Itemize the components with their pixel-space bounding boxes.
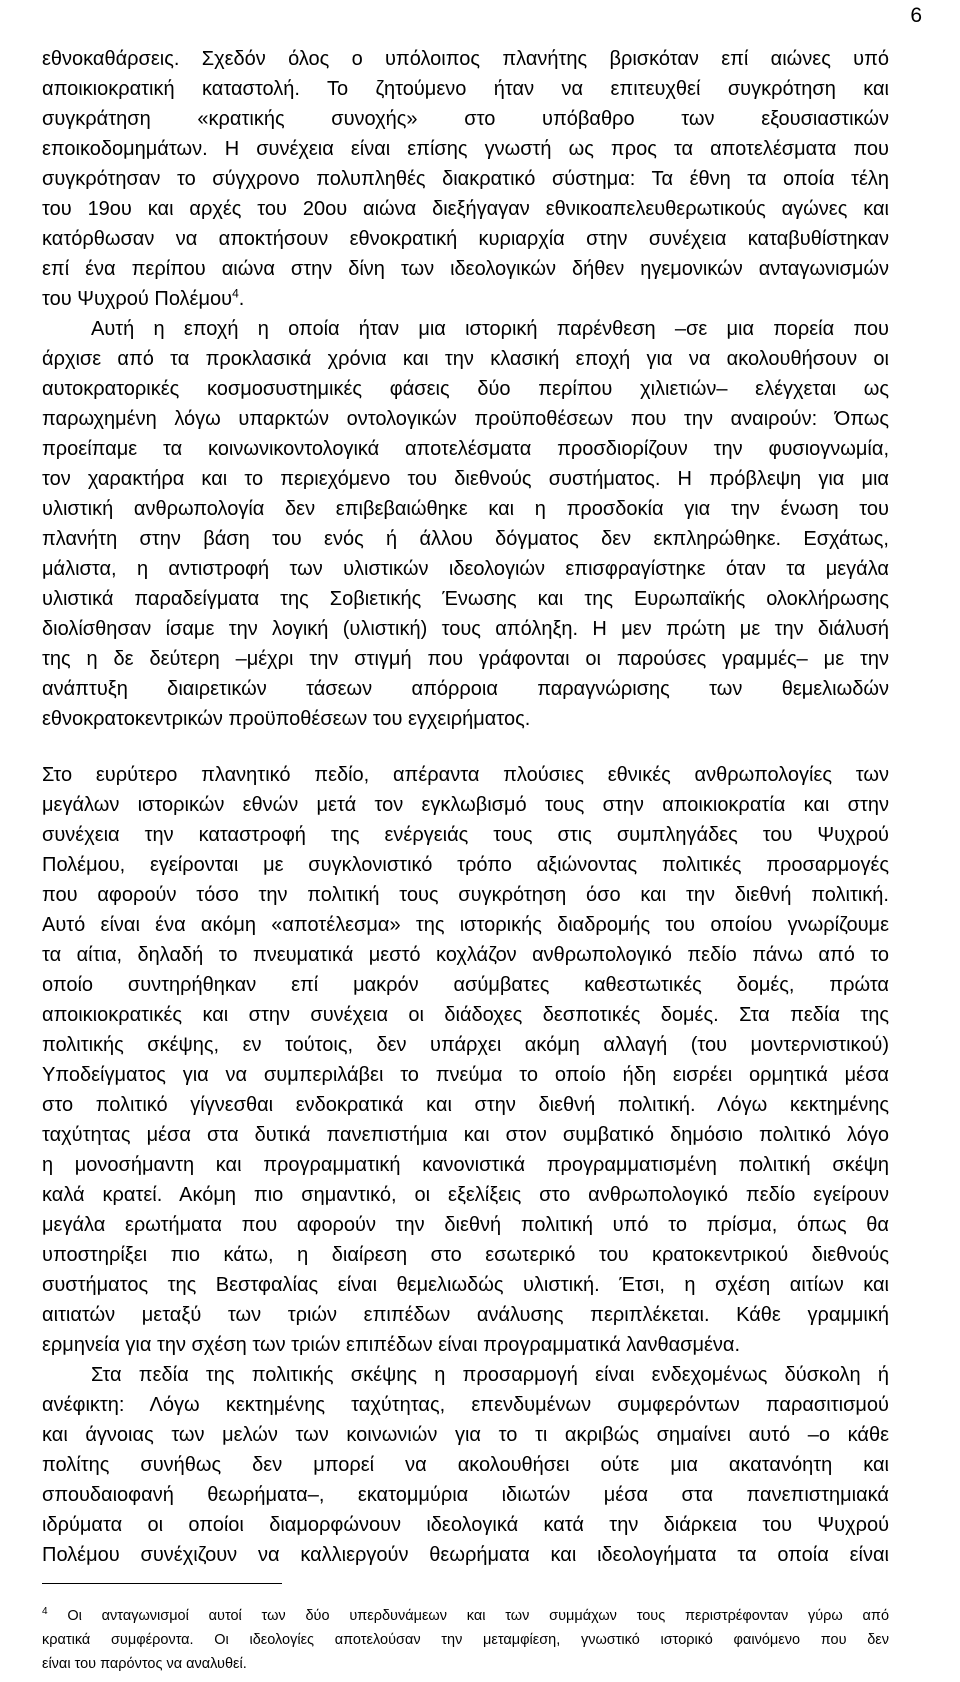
text-line: συνέχεια την καταστροφή της ενέργειάς τους στις συμπληγάδες του Ψυχρού [42, 824, 889, 846]
text-line: της η δε δεύτερη –μέχρι την στιγμή που γράφονται οι παρούσες γραμμές– με την [42, 648, 889, 670]
text-line: ταχύτητας μέσα στα δυτικά πανεπιστήμια και στον συμβατικό δημόσιο πολιτικό λόγο [42, 1124, 889, 1146]
text-segment: . [238, 288, 245, 310]
text-line: Στο ευρύτερο πλανητικό πεδίο, απέραντα πλούσιες εθνικές ανθρωπολογίες των [42, 764, 889, 786]
text-line: καλά κρατεί. Ακόμη πιο σημαντικό, οι εξελίξεις στο ανθρωπολογικό πεδίο εγείρουν [42, 1184, 889, 1206]
text-line: Υποδείγματος για να συμπεριλάβει το πνεύμα το οποίο ήδη εισρέει ορμητικά μέσα [42, 1064, 889, 1086]
footnote-line: είναι του παρόντος να αναλυθεί. [42, 1656, 247, 1672]
text-line: αποικιοκρατικές και στην συνέχεια οι διάδοχες δεσποτικές δομές. Στα πεδία της [42, 1004, 889, 1026]
text-line: εποικοδομημάτων. Η συνέχεια είναι επίσης γνωστή ως προς τα αποτελέσματα που [42, 138, 889, 160]
text-segment: του Ψυχρού Πολέμου [42, 288, 233, 310]
text-line: του 19ου και αρχές του 20ου αιώνα διεξήγαγαν εθνικοαπελευθερωτικούς αγώνες και [42, 198, 889, 220]
page-number: 6 [910, 4, 922, 27]
text-line: υλιστική ανθρωπολογία δεν επιβεβαιώθηκε και η προσδοκία για την ένωση του [42, 498, 889, 520]
text-line: Πολέμου συνέχιζουν να καλλιεργούν θεωρήματα και ιδεολογήματα τα οποία είναι [42, 1544, 889, 1566]
text-line: αυτοκρατορικές κοσμοσυστημικές φάσεις δύο περίπου χιλιετιών– ελέγχεται ως [42, 378, 889, 400]
text-line: Αυτή η εποχή η οποία ήταν μια ιστορική παρένθεση –σε μια πορεία που [91, 318, 889, 340]
text-line: άρχισε από τα προκλασικά χρόνια και την κλασική εποχή για να ακολουθήσουν οι [42, 348, 889, 370]
text-line: κατόρθωσαν να αποκτήσουν εθνοκρατική κυριαρχία στην συνέχεια καταβυθίστηκαν [42, 228, 889, 250]
text-line: εθνοκαθάρσεις. Σχεδόν όλος ο υπόλοιπος πλανήτης βρισκόταν επί αιώνες υπό [42, 48, 889, 70]
text-line: συγκρότησαν το σύγχρονο πολυπληθές διακρατικό σύστημα: Τα έθνη τα οποία τέλη [42, 168, 889, 190]
text-line: Στα πεδία της πολιτικής σκέψης η προσαρμογή είναι ενδεχομένως δύσκολη ή [91, 1364, 889, 1386]
footnote-separator [42, 1583, 282, 1584]
text-line: προείπαμε τα κοινωνικοντολογικά αποτελέσματα προσδιορίζουν την φυσιογνωμία, [42, 438, 889, 460]
text-line: τον χαρακτήρα και το περιεχόμενο του διεθνούς συστήματος. Η πρόβλεψη για μια [42, 468, 889, 490]
text-line: ερμηνεία για την σχέση των τριών επιπέδων είναι προγραμματικά λανθασμένα. [42, 1334, 741, 1356]
text-line: στο πολιτικό γίγνεσθαι ενδοκρατικά και στην διεθνή πολιτική. Λόγω κεκτημένης [42, 1094, 889, 1116]
text-line: μάλιστα, η αντιστροφή των υλιστικών ιδεολογιών επισφραγίστηκε όταν τα μεγάλα [42, 558, 889, 580]
text-line: παρωχημένη λόγω υπαρκτών οντολογικών προϋποθέσεων που την αναιρούν: Όπως [42, 408, 889, 430]
footnote-line: κρατικά συμφέροντα. Οι ιδεολογίες αποτελούσαν την μεταμφίεση, γνωστικό ιστορικό φαινόμενο που δεν [42, 1632, 889, 1648]
text-line: τα αίτια, δηλαδή το πνευματικά μεστό κοχλάζον ανθρωπολογικό πεδίο πάνω από το [42, 944, 889, 966]
footnote-text: Οι ανταγωνισμοί αυτοί των δύο υπερδυνάμεων και των συμμάχων τους περιστρέφονταν γύρω από [67, 1608, 890, 1624]
text-line: Πολέμου, εγείρονται με συγκλονιστικό τρόπο αξιώνοντας πολιτικές προσαρμογές [42, 854, 889, 876]
text-line: αιτιατών μεταξύ των τριών επιπέδων ανάλυσης περιπλέκεται. Κάθε γραμμική [42, 1304, 889, 1326]
text-line: μεγάλων ιστορικών εθνών μετά τον εγκλωβισμό τους στην αποικιοκρατία και στην [42, 794, 889, 816]
text-line: που αφορούν τόσο την πολιτική τους συγκρότηση όσο και την διεθνή πολιτική. [42, 884, 889, 906]
text-line: πολίτης συνήθως δεν μπορεί να ακολουθήσει ούτε μια ακατανόητη και [42, 1454, 889, 1476]
text-line: εθνοκρατοκεντρικών προϋποθέσεων του εγχειρήματος. [42, 708, 531, 730]
text-line: υλιστικά παραδείγματα της Σοβιετικής Ένωσης και της Ευρωπαϊκής ολοκλήρωσης [42, 588, 889, 610]
text-line: η μονοσήμαντη και προγραμματική κανονιστικά προγραμματισμένη πολιτική σκέψη [42, 1154, 889, 1176]
footnote-line [42, 1605, 889, 1627]
footnote-number: 4 [42, 1606, 48, 1618]
text-line: πολιτικής σκέψης, εν τούτοις, δεν υπάρχει ακόμη αλλαγή (του μοντερνιστικού) [42, 1034, 889, 1056]
footnote-reference[interactable]: 4 [232, 286, 239, 301]
text-line: υποστηρίξει πιο κάτω, η διαίρεση στο εσωτερικό του κρατοκεντρικού διεθνούς [42, 1244, 889, 1266]
text-line: ανέφικτη: Λόγω κεκτημένης ταχύτητας, επενδυμένων συμφερόντων παρασιτισμού [42, 1394, 889, 1416]
text-line: αποικιοκρατική καταστολή. Το ζητούμενο ήταν να επιτευχθεί συγκρότηση και [42, 78, 889, 100]
text-line: οποίο συντηρήθηκαν επί μακρόν ασύμβατες καθεστωτικές δομές, πρώτα [42, 974, 889, 996]
text-line: ανάπτυξη διαιρετικών τάσεων απόρροια παραγνώρισης των θεμελιωδών [42, 678, 889, 700]
text-line: Αυτό είναι ένα ακόμη «αποτέλεσμα» της ιστορικής διαδρομής του οποίου γνωρίζουμε [42, 914, 889, 936]
text-line: ιδρύματα οι οποίοι διαμορφώνουν ιδεολογικά κατά την διάρκεια του Ψυχρού [42, 1514, 889, 1536]
text-line: συγκράτηση «κρατικής συνοχής» στο υπόβαθρο των εξουσιαστικών [42, 108, 889, 130]
text-line: επί ένα περίπου αιώνα στην δίνη των ιδεολογικών δήθεν ηγεμονικών ανταγωνισμών [42, 258, 889, 280]
text-line: και άγνοιας των μελών των κοινωνιών για το τι ακριβώς σημαίνει αυτό –ο κάθε [42, 1424, 889, 1446]
text-line: διολίσθησαν ίσαμε την λογική (υλιστική) τους απόληξη. Η μεν πρώτη με την διάλυσή [42, 618, 889, 640]
text-line: μεγάλα ερωτήματα που αφορούν την διεθνή πολιτική υπό το πρίσμα, όπως θα [42, 1214, 889, 1236]
text-line: πλανήτη στην βάση του ενός ή άλλου δόγματος δεν εκπληρώθηκε. Εσχάτως, [42, 528, 889, 550]
text-line: σπουδαιοφανή θεωρήματα–, εκατομμύρια ιδιωτών μέσα στα πανεπιστημιακά [42, 1484, 889, 1506]
text-line [42, 284, 889, 314]
text-line: συστήματος της Βεστφαλίας είναι θεμελιωδώς υλιστική. Έτσι, η σχέση αιτίων και [42, 1274, 889, 1296]
